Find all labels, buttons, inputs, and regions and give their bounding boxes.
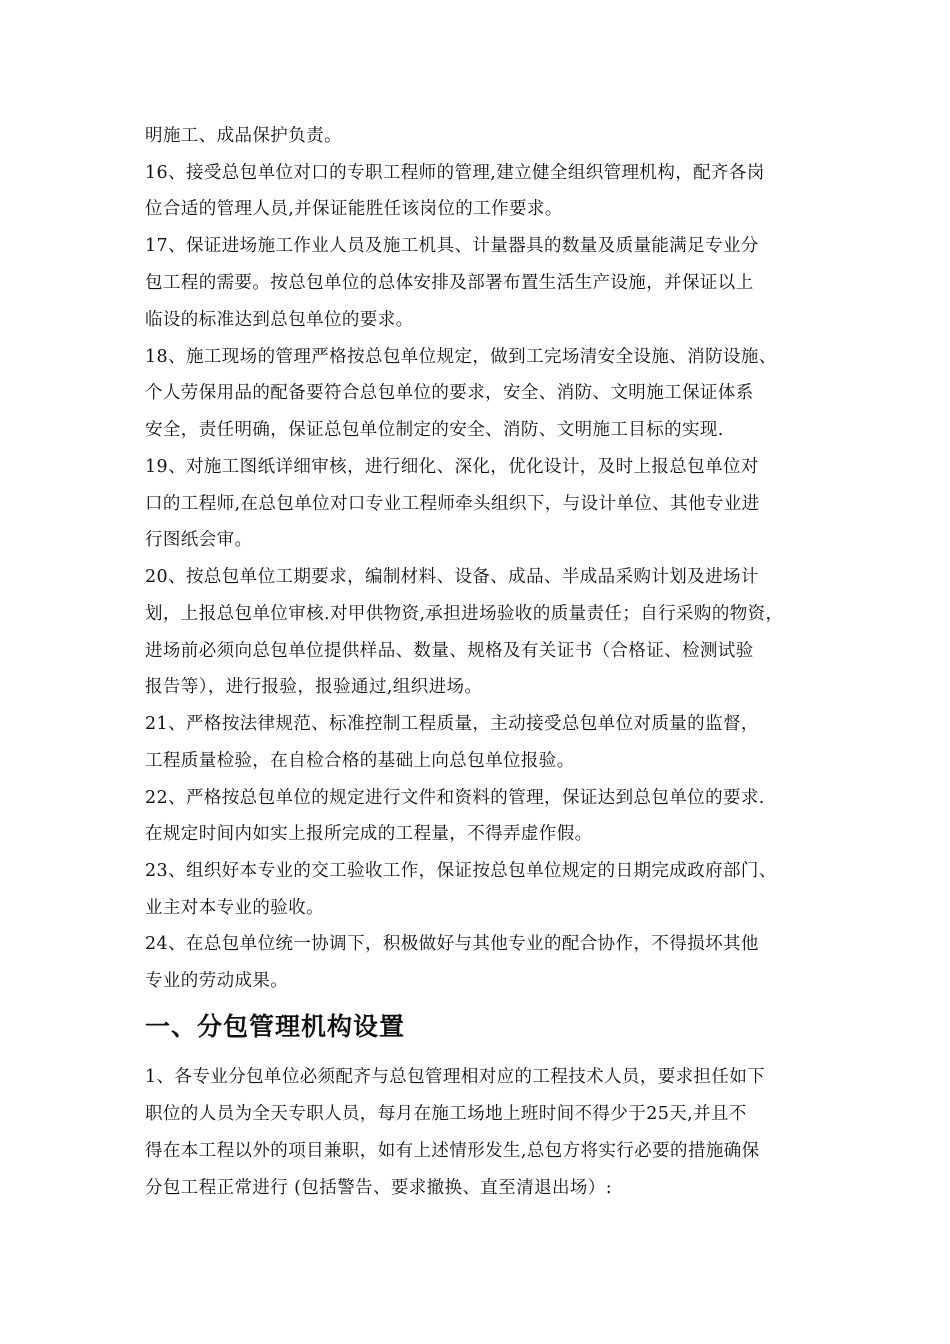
text-line: 职位的人员为全天专职人员，每月在施工场地上班时间不得少于25天,并且不 <box>145 1104 747 1124</box>
text-line: 个人劳保用品的配备要符合总包单位的要求，安全、消防、文明施工保证体系 <box>145 383 754 403</box>
text-line: 分包工程正常进行 (包括警告、要求撤换、直至清退出场）: <box>145 1178 612 1198</box>
text-line: 包工程的需要。按总包单位的总体安排及部署布置生活生产设施，并保证以上 <box>145 273 754 293</box>
text-line: 安全，责任明确，保证总包单位制定的安全、消防、文明施工目标的实现. <box>145 420 724 440</box>
text-line: 19、对施工图纸详细审核，进行细化、深化，优化设计，及时上报总包单位对 <box>145 457 759 477</box>
text-line: 24、在总包单位统一协调下，积极做好与其他专业的配合协作，不得损坏其他 <box>145 934 759 954</box>
text-line: 位合适的管理人员,并保证能胜任该岗位的工作要求。 <box>145 199 563 219</box>
text-line: 口的工程师,在总包单位对口专业工程师牵头组织下，与设计单位、其他专业进 <box>145 494 760 514</box>
text-line: 进场前必须向总包单位提供样品、数量、规格及有关证书（合格证、检测试验 <box>145 641 754 661</box>
text-line: 业主对本专业的验收。 <box>145 898 324 918</box>
text-line: 专业的劳动成果。 <box>145 971 289 991</box>
text-line: 1、各专业分包单位必须配齐与总包管理相对应的工程技术人员，要求担任如下 <box>145 1067 766 1087</box>
text-line: 22、严格按总包单位的规定进行文件和资料的管理，保证达到总包单位的要求. <box>145 788 765 808</box>
text-line: 16、接受总包单位对口的专职工程师的管理,建立健全组织管理机构，配齐各岗 <box>145 163 765 183</box>
text-line: 21、严格按法律规范、标准控制工程质量，主动接受总包单位对质量的监督， <box>145 714 759 734</box>
text-line: 23、组织好本专业的交工验收工作，保证按总包单位规定的日期完成政府部门、 <box>145 861 777 881</box>
text-line: 17、保证进场施工作业人员及施工机具、计量器具的数量及质量能满足专业分 <box>145 236 759 256</box>
text-line: 工程质量检验，在自检合格的基础上向总包单位报验。 <box>145 751 575 771</box>
text-line: 报告等），进行报验，报验通过,组织进场。 <box>145 677 483 697</box>
section-heading: 一、分包管理机构设置 <box>145 1012 406 1041</box>
text-line: 划，上报总包单位审核.对甲供物资,承担进场验收的质量责任；自行采购的物资， <box>145 604 784 624</box>
text-line: 18、施工现场的管理严格按总包单位规定，做到工完场清安全设施、消防设施、 <box>145 347 777 367</box>
text-line: 在规定时间内如实上报所完成的工程量，不得弄虚作假。 <box>145 824 593 844</box>
text-line: 20、按总包单位工期要求，编制材料、设备、成品、半成品采购计划及进场计 <box>145 567 759 587</box>
text-line: 得在本工程以外的项目兼职，如有上述情形发生,总包方将实行必要的措施确保 <box>145 1141 760 1161</box>
text-line: 行图纸会审。 <box>145 530 253 550</box>
text-line: 临设的标准达到总包单位的要求。 <box>145 310 414 330</box>
text-line: 明施工、成品保护负责。 <box>145 126 342 146</box>
